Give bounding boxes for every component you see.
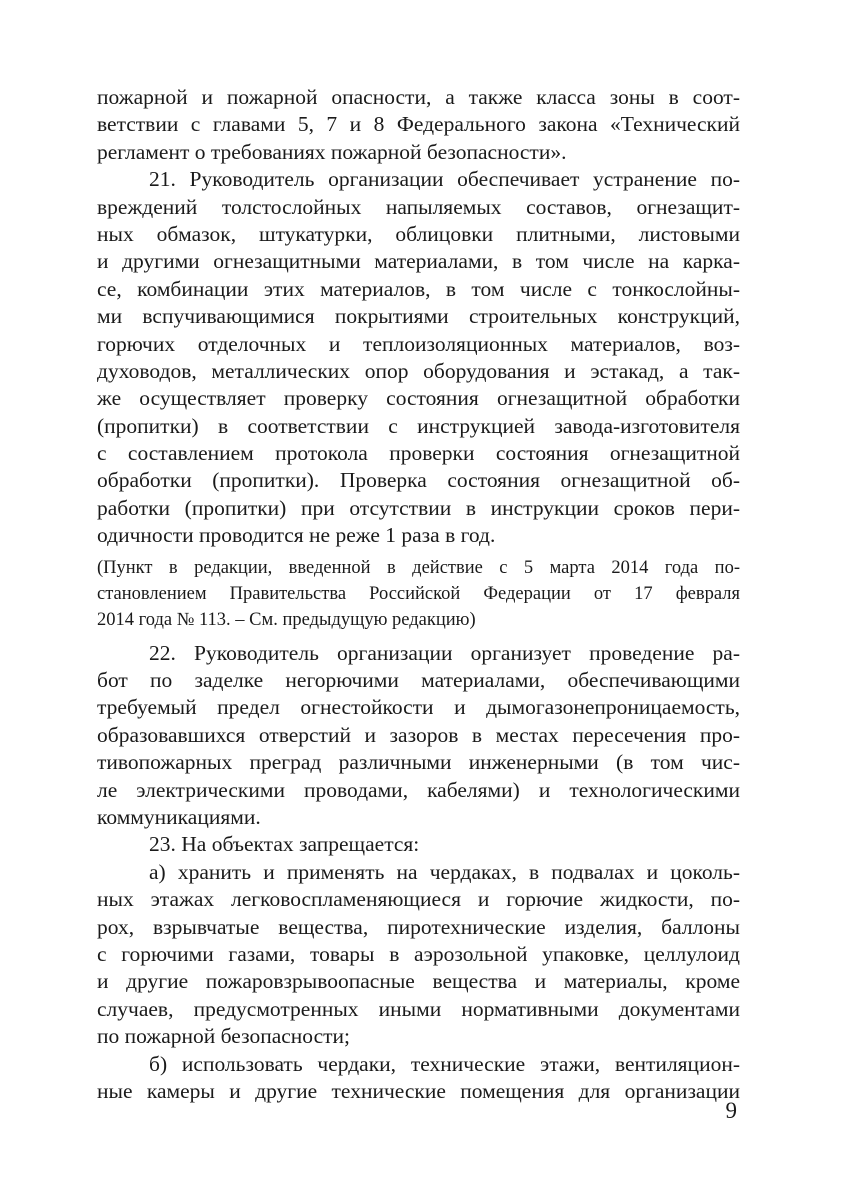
list-item-b bbox=[97, 1051, 740, 1106]
text-line: же осуществляет проверку состояния огнезащитной обработки bbox=[97, 386, 740, 411]
text-line: случаев, предусмотренных иными нормативными документами bbox=[97, 996, 740, 1021]
text-line: ветствии с главами 5, 7 и 8 Федерального закона «Технический bbox=[97, 112, 740, 137]
text-line: с горючими газами, товары в аэрозольной упаковке, целлулоид bbox=[97, 941, 740, 966]
page-number: 9 bbox=[725, 1098, 737, 1123]
text-line: требуемый предел огнестойкости и дымогазонепроницаемость, bbox=[97, 695, 740, 720]
text-line: тивопожарных преград различными инженерными (в том чис- bbox=[97, 750, 740, 775]
list-item-a bbox=[97, 859, 740, 1051]
text-line: 23. На объектах запрещается: bbox=[149, 832, 420, 857]
text-line: ных этажах легковоспламеняющиеся и горючие жидкости, по- bbox=[97, 887, 740, 912]
text-line: регламент о требованиях пожарной безопасности». bbox=[97, 139, 567, 164]
paragraph-continued bbox=[97, 84, 740, 166]
text-line: коммуникациями. bbox=[97, 804, 261, 829]
text-line: 22. Руководитель организации организует проведение ра- bbox=[149, 640, 740, 665]
text-line: ми вспучивающимися покрытиями строительных конструкций, bbox=[97, 304, 740, 329]
text-line: духоводов, металлических опор оборудования и эстакад, а так- bbox=[97, 358, 740, 383]
note-line: 2014 года № 113. – См. предыдущую редакцию) bbox=[97, 609, 476, 630]
note-line: (Пункт в редакции, введенной в действие с 5 марта 2014 года по- bbox=[97, 557, 740, 578]
text-line: с составлением протокола проверки состояния огнезащитной bbox=[97, 441, 740, 466]
text-line: и другими огнезащитными материалами, в том числе на карка- bbox=[97, 249, 740, 274]
paragraph-23 bbox=[97, 831, 740, 858]
text-line: обработки (пропитки). Проверка состояния огнезащитной об- bbox=[97, 468, 740, 493]
text-line: 21. Руководитель организации обеспечивает устранение по- bbox=[149, 167, 740, 192]
editorial-note bbox=[97, 555, 740, 633]
note-line: становлением Правительства Российской Федерации от 17 февраля bbox=[97, 583, 740, 604]
paragraph-21 bbox=[97, 166, 740, 549]
text-line: по пожарной безопасности; bbox=[97, 1024, 351, 1049]
text-line: работки (пропитки) при отсутствии в инструкции сроков пери- bbox=[97, 495, 740, 520]
text-line: и другие пожаровзрывоопасные вещества и материалы, кроме bbox=[97, 969, 740, 994]
text-line: ные камеры и другие технические помещения для организации bbox=[97, 1078, 740, 1103]
text-line: вреждений толстослойных напыляемых составов, огнезащит- bbox=[97, 194, 740, 219]
text-line: ных обмазок, штукатурки, облицовки плитными, листовыми bbox=[97, 221, 740, 246]
text-line: а) хранить и применять на чердаках, в подвалах и цоколь- bbox=[149, 859, 740, 884]
text-line: се, комбинации этих материалов, в том числе с тонкослойны- bbox=[97, 276, 740, 301]
document-page bbox=[97, 84, 740, 1105]
text-line: горючих отделочных и теплоизоляционных материалов, воз- bbox=[97, 331, 740, 356]
text-line: ле электрическими проводами, кабелями) и технологическими bbox=[97, 777, 740, 802]
text-line: рох, взрывчатые вещества, пиротехнические изделия, баллоны bbox=[97, 914, 740, 939]
paragraph-22 bbox=[97, 640, 740, 832]
text-line: образовавшихся отверстий и зазоров в местах пересечения про- bbox=[97, 722, 740, 747]
text-line: бот по заделке негорючими материалами, обеспечивающими bbox=[97, 668, 740, 693]
text-line: пожарной и пожарной опасности, а также класса зоны в соот- bbox=[97, 85, 740, 109]
text-line: б) использовать чердаки, технические этажи, вентиляцион- bbox=[149, 1051, 740, 1076]
text-line: (пропитки) в соответствии с инструкцией завода-изготовителя bbox=[97, 413, 740, 438]
text-line: одичности проводится не реже 1 раза в год. bbox=[97, 523, 496, 548]
